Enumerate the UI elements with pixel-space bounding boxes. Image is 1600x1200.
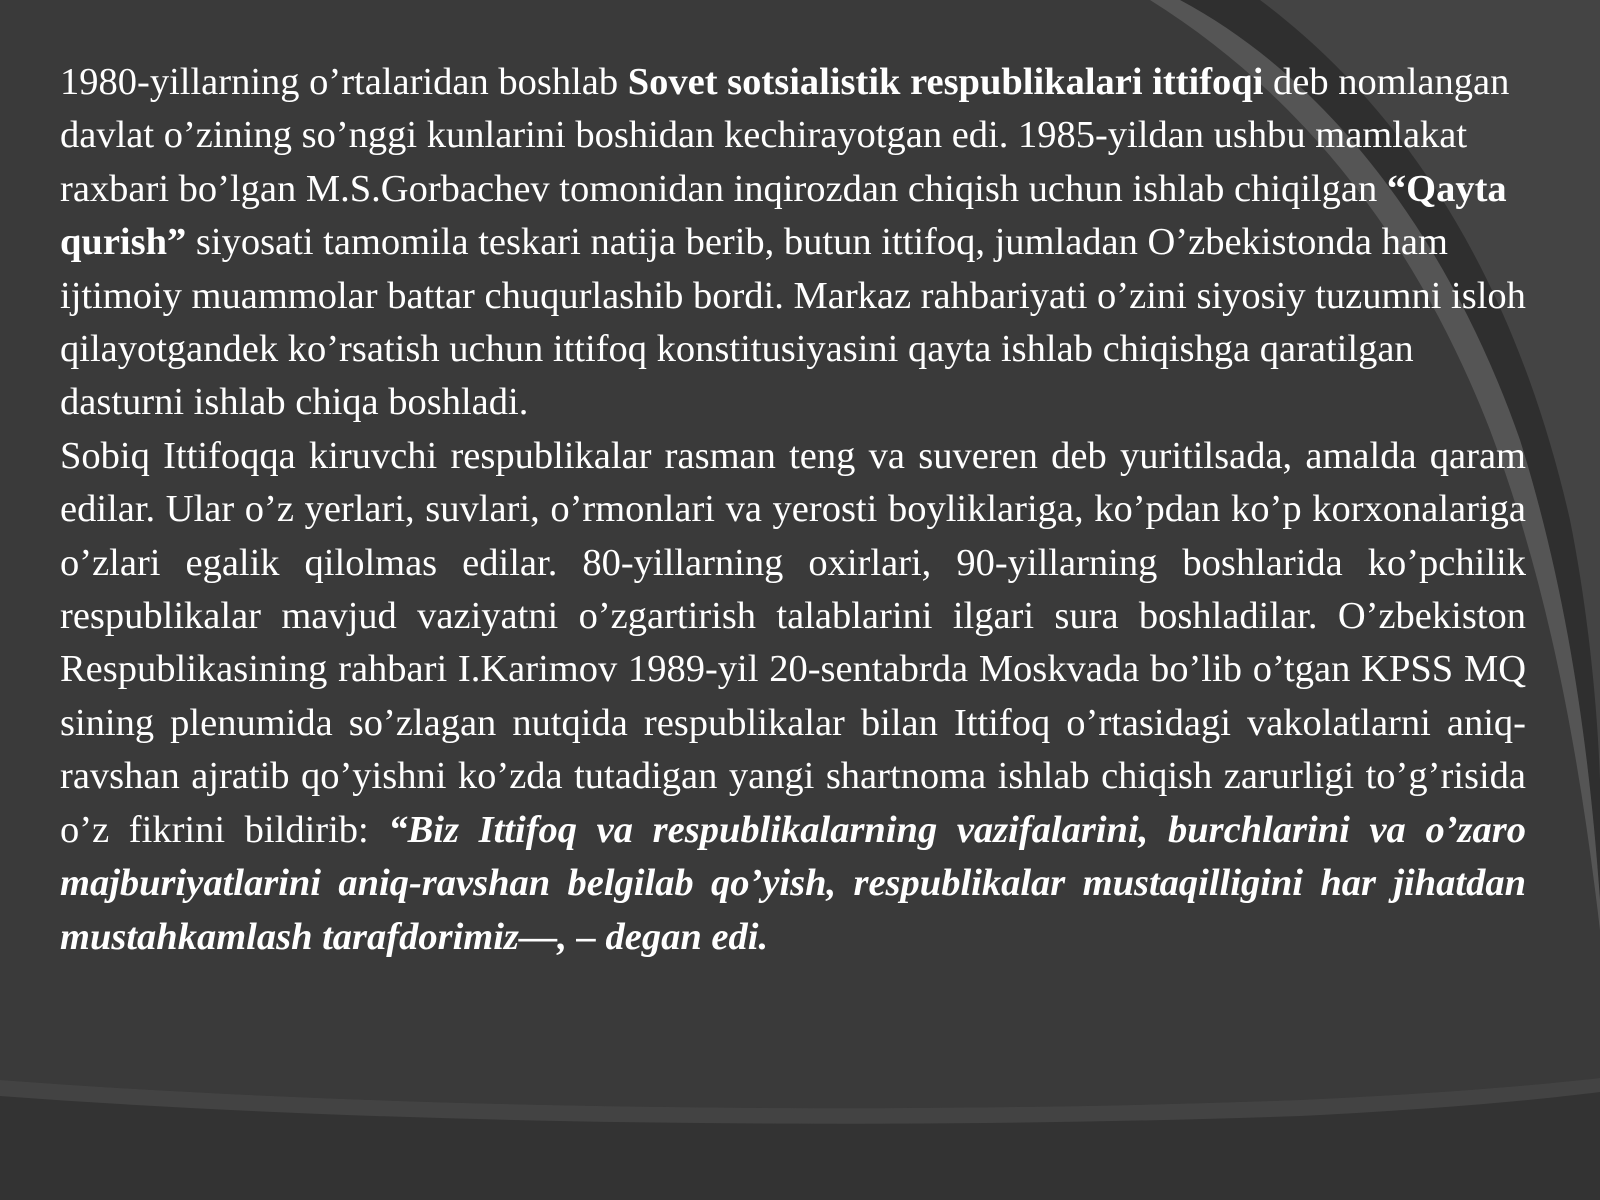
p2-text-1: Sobiq Ittifoqqa kiruvchi respublikalar rasman teng va suveren deb yuritilsada, amalda qaram edilar. Ular o’z yerlari, suvlari, o’rmonlari va yerosti boyliklariga, ko’pdan ko’p korxonalariga o’zlari egalik qilolmas edilar. 80-yillarning oxirlari, 90-yillarning boshlarida ko’pchilik respublikalar mavjud vaziyatni o’zgartirish talablarini ilgari sura boshladilar. O’zbekiston Respublikasining rahbari I.Karimov 1989-yil 20-sentabrda Moskvada bo’lib o’tgan KPSS MQ sining plenumida so’zlagan nutqida respublikalar bilan Ittifoq o’rtasidagi vakolatlarni aniq-ravshan ajratib qo’yishni ko’zda tutadigan yangi shartnoma ishlab chiqish zarurligi to’g’risida o’z fikrini bildirib: <box>60 434 1526 851</box>
p1-bold-ussr: Sovet sotsialistik respublikalari ittifoqi <box>627 61 1264 103</box>
p1-text-3: siyosati tamomila teskari natija berib, butun ittifoq, jumladan O’zbekistonda ham ijtimoiy muammolar battar chuqurlashib bordi. Markaz rahbariyati o’zini siyosiy tuzumni isloh qilayotgandek ko’rsatish uchun ittifoq konstitusiyasini qayta ishlab chiqishga qaratilgan dasturni ishlab chiqa boshladi. <box>60 221 1526 424</box>
p1-bold-perestroika: “Qayta qurish” <box>60 167 1507 264</box>
p1-text-2: deb nomlangan davlat o’zining so’nggi kunlarini boshidan kechirayotgan edi. 1985-yildan ushbu mamlakat raxbari bo’lgan M.S.Gorbachev tomonidan inqirozdan chiqish uchun ishlab chiqilgan <box>60 61 1510 210</box>
p2-quote: “Biz Ittifoq va respublikalarning vazifalarini, burchlarini va o’zaro majburiyatlarini aniq-ravshan belgilab qo’yish, respublikalar mustaqilligini har jihatdan mustahkamlash tarafdorimiz—, – degan edi. <box>60 808 1526 958</box>
p1-text-1: 1980-yillarning o’rtalaridan boshlab <box>60 61 628 103</box>
slide-body <box>60 56 1526 964</box>
paragraph-1 <box>60 56 1526 430</box>
paragraph-2 <box>60 430 1526 964</box>
